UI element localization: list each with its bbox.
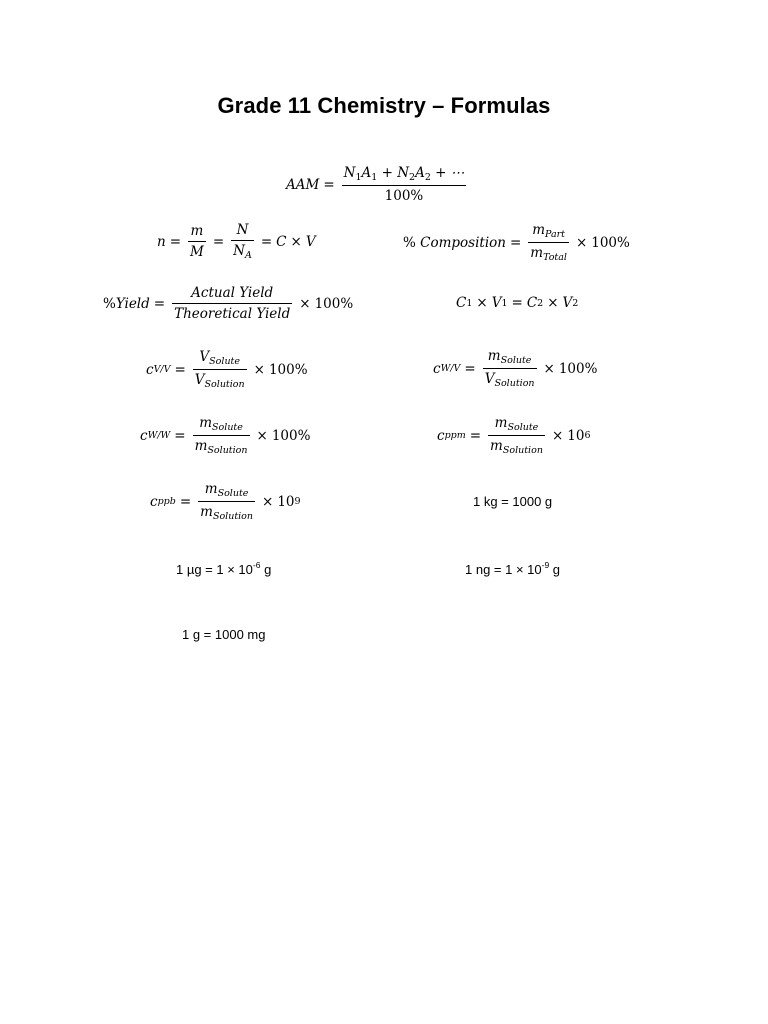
formula-c-vv: c V/V = $\frac{V_{Solute}}{V_{Solution}}$ × 100% (146, 349, 308, 390)
aam-denominator: 100% (384, 188, 424, 204)
page-title: Grade 11 Chemistry – Formulas (217, 93, 551, 118)
conversion-kg: 1 kg = 1000 g (473, 494, 553, 509)
conversion-microgram: 1 $\mu g = 1 \times 10^{-6}$ g (176, 560, 272, 577)
formula-dilution: C 1 × V 1 = C 2 × V 2 (456, 295, 579, 311)
formula-c-wv: c W/V = $\frac{m_{Solute}}{V_{Solution}}$ × 100% (433, 348, 598, 389)
formula-moles: n = $\frac{m}{M}$ = $\frac{N}{N_A}$ = C × V (157, 222, 316, 261)
formula-percent-yield: % Yield = $\frac{\text{Actual Yield}}{\text{Theoretical Yield}}$ × 100% (103, 285, 354, 322)
formula-c-ppb: c ppb = $\frac{m_{Solute}}{m_{Solution}}$ × 10 9 (150, 481, 301, 522)
formula-c-ppm: c ppm = $\frac{m_{Solute}}{m_{Solution}}$ × 10 6 (437, 415, 591, 456)
aam-numerator: $N_1A_1 + N_2A_2$ + ⋯ (342, 165, 467, 186)
formula-aam: AAM = $\frac{N_1A_1 + N_2A_2 + \cdots}{100\%}$ (286, 165, 465, 204)
formula-c-ww: c W/W = $\frac{m_{Solute}}{m_{Solution}}$ × 100% (140, 415, 311, 456)
aam-lhs: AAM (286, 176, 320, 193)
conversion-milligram: 1 g = 1000 mg (182, 627, 266, 642)
aam-fraction (342, 165, 467, 204)
formula-percent-composition: % Composition = $\frac{m_{Part}}{m_{Total}}$ × 100% (403, 222, 630, 263)
conversion-nanogram: 1 ng = $1 \times 10^{-9}$ g (465, 560, 561, 577)
